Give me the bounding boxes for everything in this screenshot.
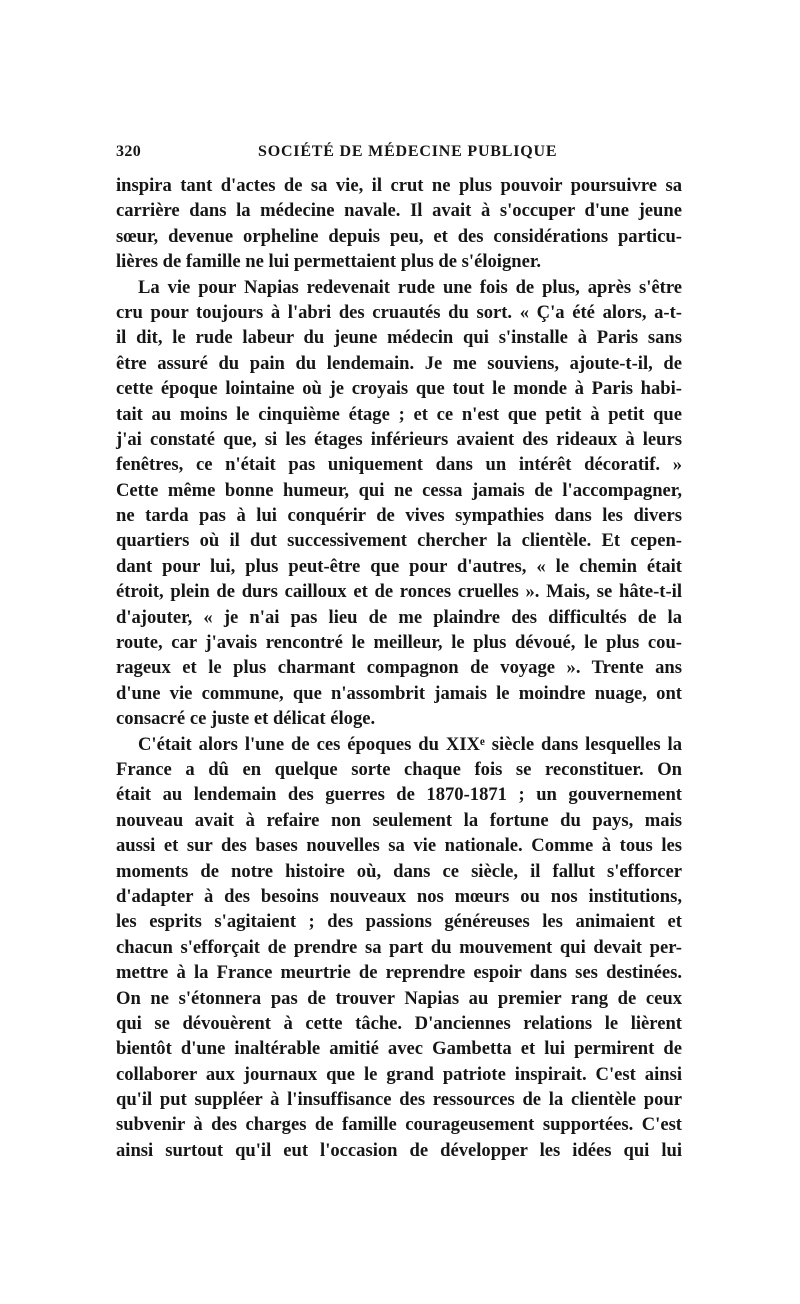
page-number: 320 <box>116 143 142 160</box>
text-line: qu'il put suppléer à l'insuffisance des ressources de la clientèle pour <box>116 1089 682 1111</box>
text-line: route, car j'avais rencontré le meilleur, le plus dévoué, le plus cou- <box>116 632 682 654</box>
text-line: sœur, devenue orpheline depuis peu, et des considérations particu- <box>116 225 682 247</box>
text-line: carrière dans la médecine navale. Il avait à s'occuper d'une jeune <box>116 200 682 222</box>
text-line: étroit, plein de durs cailloux et de ronces cruelles ». Mais, se hâte-t-il <box>116 581 682 603</box>
running-title: SOCIÉTÉ DE MÉDECINE PUBLIQUE <box>258 143 558 160</box>
text-line: fenêtres, ce n'était pas uniquement dans un intérêt décoratif. » <box>116 454 682 476</box>
text-line: moments de notre histoire où, dans ce siècle, il fallut s'efforcer <box>116 860 682 882</box>
text-line: collaborer aux journaux que le grand patriote inspirait. C'est ainsi <box>116 1063 682 1085</box>
text-line: C'était alors l'une de ces époques du XIXᵉ siècle dans lesquelles la <box>138 733 682 755</box>
body-text <box>116 173 682 1163</box>
text-line: On ne s'étonnera pas de trouver Napias au premier rang de ceux <box>116 987 682 1009</box>
text-line: j'ai constaté que, si les étages inférieurs avaient des rideaux à leurs <box>116 428 682 450</box>
text-line: d'une vie commune, que n'assombrit jamais le moindre nuage, ont <box>116 682 682 704</box>
text-line: nouveau avait à refaire non seulement la fortune du pays, mais <box>116 809 682 831</box>
text-line: chacun s'efforçait de prendre sa part du mouvement qui devait per- <box>116 936 682 958</box>
text-line: ne tarda pas à lui conquérir de vives sympathies dans les divers <box>116 505 682 527</box>
text-line: rageux et le plus charmant compagnon de voyage ». Trente ans <box>116 657 682 679</box>
text-line: La vie pour Napias redevenait rude une fois de plus, après s'être <box>138 276 682 298</box>
text-line: d'adapter à des besoins nouveaux nos mœurs ou nos institutions, <box>116 885 682 907</box>
text-line: dant pour lui, plus peut-être que pour d'autres, « le chemin était <box>116 555 682 577</box>
text-line: subvenir à des charges de famille courageusement supportées. C'est <box>116 1114 682 1136</box>
text-line: Cette même bonne humeur, qui ne cessa jamais de l'accompagner, <box>116 479 682 501</box>
text-line: tait au moins le cinquième étage ; et ce n'est que petit à petit que <box>116 403 682 425</box>
text-line: les esprits s'agitaient ; des passions généreuses les animaient et <box>116 911 682 933</box>
text-line: inspira tant d'actes de sa vie, il crut ne plus pouvoir poursuivre sa <box>116 175 682 196</box>
text-line: consacré ce juste et délicat éloge. <box>116 708 376 730</box>
text-line: lières de famille ne lui permettaient plus de s'éloigner. <box>116 251 542 273</box>
text-line: il dit, le rude labeur du jeune médecin qui s'installe à Paris sans <box>116 327 682 349</box>
text-line: mettre à la France meurtrie de reprendre espoir dans ses destinées. <box>116 962 682 984</box>
text-line: d'ajouter, « je n'ai pas lieu de me plaindre des difficultés de la <box>116 606 682 628</box>
text-line: être assuré du pain du lendemain. Je me souviens, ajoute-t-il, de <box>116 352 682 374</box>
text-line: bientôt d'une inaltérable amitié avec Gambetta et lui permirent de <box>116 1038 682 1060</box>
text-line: était au lendemain des guerres de 1870-1871 ; un gouvernement <box>116 784 682 806</box>
text-line: cru pour toujours à l'abri des cruautés du sort. « Ç'a été alors, a-t- <box>116 301 682 323</box>
text-line: ainsi surtout qu'il eut l'occasion de développer les idées qui lui <box>116 1139 682 1161</box>
text-line: quartiers où il dut successivement chercher la clientèle. Et cepen- <box>116 530 682 552</box>
text-line: cette époque lointaine où je croyais que tout le monde à Paris habi- <box>116 378 682 400</box>
text-line: qui se dévouèrent à cette tâche. D'anciennes relations le lièrent <box>116 1012 682 1034</box>
running-header <box>116 143 682 169</box>
text-line: France a dû en quelque sorte chaque fois se reconstituer. On <box>116 758 682 780</box>
text-line: aussi et sur des bases nouvelles sa vie nationale. Comme à tous les <box>116 835 682 857</box>
